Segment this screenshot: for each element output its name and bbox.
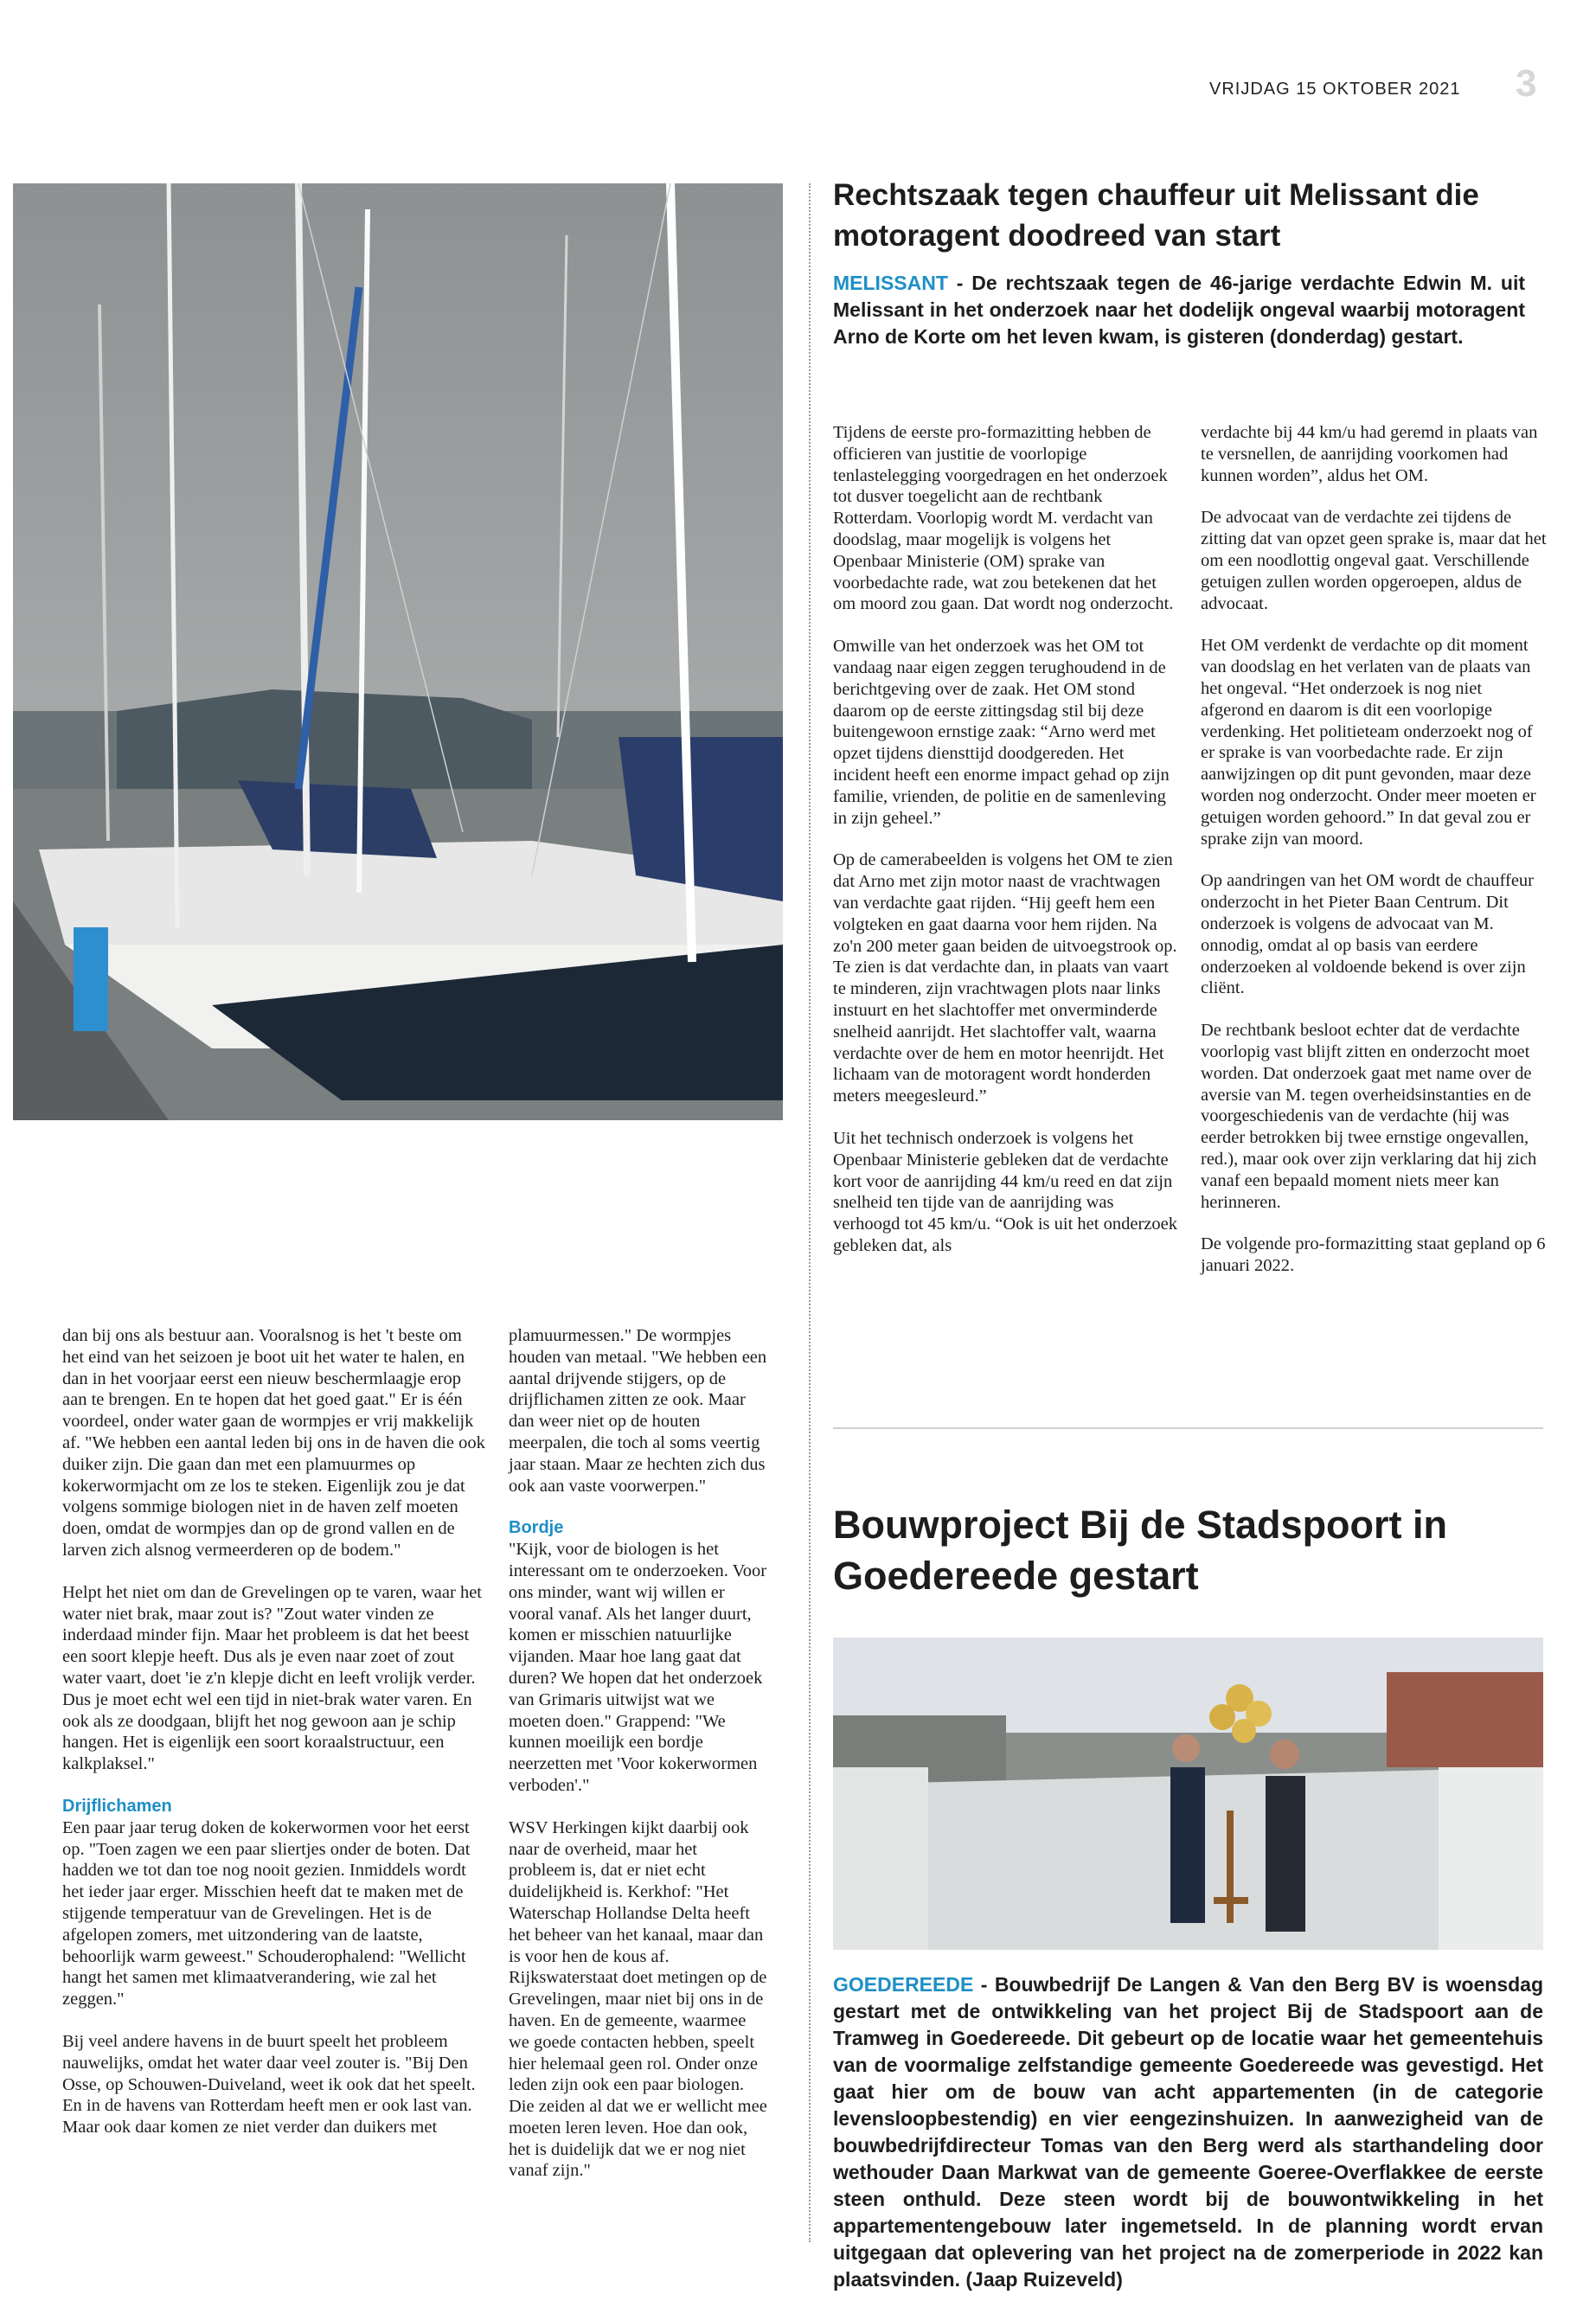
subheading-bordje: Bordje (509, 1518, 564, 1538)
page-number: 3 (1516, 62, 1537, 105)
article1-lead-text: - De rechtszaak tegen de 46-jarige verdachte Edwin M. uit Melissant in het onderzoek naar het dodelijk ongeval waarbij motoragent Arno de Korte om het leven kwam, is gisteren (donderdag) gestart. (833, 272, 1526, 348)
issue-date: VRIJDAG 15 OKTOBER 2021 (1209, 80, 1461, 99)
paragraph: De rechtbank besloot echter dat de verdachte voorlopig vast blijft zitten en onderzocht moet worden. Dat onderzoek gaat met name over de aversie van M. tegen overheidsinstanties en de voorgeschiedenis van de verdachte (hij was eerder betrokken bij twee ernstige ongevallen, red.), maar ook over zijn verklaring dat hij zich vanaf een bepaald moment niets meer kan herinneren. (1201, 1021, 1537, 1212)
paragraph: Uit het technisch onderzoek is volgens het Openbaar Ministerie gebleken dat de verdachte kort voor de aanrijding 44 km/u reed en dat zijn snelheid ten tijde van de aanrijding was verhoogd tot 45 km/u. “Ook is uit het onderzoek gebleken dat, als (833, 1128, 1177, 1255)
article3-lead-text: - Bouwbedrijf De Langen & Van den Berg BV is woensdag gestart met de ontwikkeling van het project Bij de Stadspoort aan de Tramweg in Goedereede. Dit gebeurt op de locatie waar het gemeentehuis van de voormalige zelfstandige gemeente Goedereede was gevestigd. Het gaat hier om de bouw van acht appartementen (in de categorie levensloopbestendig) en vier eengezinshuizen. In aanwezigheid van de bouwbedrijfdirecteur Tomas van den Berg werd als starthandeling door wethouder Daan Markwat van de gemeente Goeree-Overflakkee de eerste steen onthuld. Deze steen wordt bij de bouwontwikkeling in het appartementengebouw later ingemetseld. In de planning wordt ervan uitgegaan dat oplevering van het project na de zomerperiode in 2022 kan plaatsvinden. (Jaap Ruizeveld) (833, 1973, 1544, 2291)
construction-photo (833, 1638, 1543, 1950)
paragraph: Helpt het niet om dan de Grevelingen op te varen, waar het water niet brak, maar zout is? "Zout water vinden ze inderdaad minder fijn. Maar het probleem is dat het beest een soort klepje heeft. Dus als je even naar zoet of zout water vaart, doet 'ie z'n klepje dicht en leeft vrolijk verder. Dus je moet echt wel een tijd in niet-brak water varen. En ook als ze doodgaan, blijft het nog gewoon aan je schip hangen. Het is eigenlijk een soort koraalstructuur, een kalkplaksel." (62, 1582, 482, 1774)
paragraph: "Kijk, voor de biologen is het interessant om te onderzoeken. Voor ons minder, want wij willen er vooral vanaf. Als het langer duurt, komen er misschien natuurlijke vijanden. Maar hoe lang gaat dat duren? We hopen dat het onderzoek van Grimaris uitwijst wat we moeten doen." Grappend: "We kunnen moeilijk een bordje neerzetten met 'Voor kokerwormen verboden'." (509, 1540, 767, 1795)
article3-kicker: GOEDEREEDE (833, 1973, 974, 1996)
paragraph: Op de camerabeelden is volgens het OM te zien dat Arno met zijn motor naast de vrachtwagen van verdachte gaat rijden. “Hij geeft hem een volgteken en gaat daarna voor hem rijden. Na zo'n 200 meter gaan beiden de uitvoegstrook op. Te zien is dat verdachte dan, in plaats van vaart te minderen, zijn vrachtwagen plots naar links instuurt en het slachtoffer met onverminderde snelheid aanrijdt. Het slachtoffer valt, waarna verdachte over de hem en motor heenrijdt. Het lichaam van de motoragent wordt honderden meters meegesleurd.” (833, 850, 1177, 1106)
article3-lead (833, 1971, 1543, 2293)
article1-column-2 (1201, 422, 1547, 1298)
paragraph: Het OM verdenkt de verdachte op dit moment van doodslag en het verlaten van de plaats van het ongeval. “Het onderzoek is nog niet afgerond en daarom is dit een voorlopige verdenking. Het politieteam onderzoekt nog of er sprake is van voorbedachte rade. Er zijn aanwijzingen op dit punt gevonden, maar deze worden nog onderzocht. Onder meer moeten er getuigen worden gehoord.” In dat geval zou er sprake zijn van moord. (1201, 636, 1536, 849)
marina-photo (13, 183, 783, 1120)
paragraph: dan bij ons als bestuur aan. Vooralsnog is het 't beste om het eind van het seizoen je boot uit het water te halen, en dan in het voorjaar eerst een nieuw beschermlaagje erop aan te brengen. En te hopen dat het goed gaat." Er is één voordeel, onder water gaan de wormpjes er vrij makkelijk af. "We hebben een aantal leden bij ons in de haven die ook duiker zijn. Die gaan dan met een plamuurmes op kokerwormjacht om ze los te steken. Eigenlijk zou je dat volgens sommige biologen niet in de haven zelf moeten doen, omdat de wormpjes dan op de grond vallen en de larven zich alsnog vermeerderen op de bodem." (62, 1326, 485, 1560)
paragraph: plamuurmessen." De wormpjes houden van metaal. "We hebben een aantal drijvende stijgers, op de drijflichamen zitten ze ook. Maar dan weer niet op de houten meerpalen, die toch al soms veertig jaar staan. Maar ze hechten zich dus ook aan vaste voorwerpen." (509, 1326, 767, 1496)
paragraph: Een paar jaar terug doken de kokerwormen voor het eerst op. "Toen zagen we een paar sliertjes onder de boten. Dat hadden we tot dan toe nog nooit gezien. Inmiddels wordt het ieder jaar erger. Misschien heeft dat te maken met de stijgende temperatuur van de Grevelingen. Het is de afgelopen zomers, met uitzondering van de laatste, behoorlijk warm geweest." Schouderophalend: "Wellicht hangt het samen met klimaatverandering, wie zal het zeggen." (62, 1817, 471, 2009)
column-divider (809, 183, 811, 2242)
article3-headline: Bouwproject Bij de Stadspoort in Goedereede gestart (833, 1503, 1448, 1598)
paragraph: Omwille van het onderzoek was het OM tot vandaag naar eigen zeggen terughoudend in de berichtgeving over de zaak. Het OM stond daarom op de eerste zittingsdag stil bij deze buitengewoon ernstige zaak: “Arno werd met opzet tijdens diensttijd doodgereden. Het incident heeft een enorme impact gehad op zijn familie, vrienden, de politie en de samenleving in zijn geheel.” (833, 637, 1170, 828)
subheading-drijflichamen: Drijflichamen (62, 1796, 172, 1816)
article1-lead (833, 270, 1525, 350)
paragraph: verdachte bij 44 km/u had geremd in plaats van te versnellen, de aanrijding voorkomen had kunnen worden”, aldus het OM. (1201, 423, 1538, 485)
section-divider (833, 1427, 1543, 1429)
paragraph: De volgende pro-formazitting staat gepland op 6 januari 2022. (1201, 1234, 1546, 1276)
paragraph: WSV Herkingen kijkt daarbij ook naar de overheid, maar het probleem is, dat er niet echt duidelijkheid is. Kerkhof: "Het Waterschap Hollandse Delta heeft het beheer van het kanaal, maar dan is voor hen de kous af. Rijkswaterstaat doet metingen op de Grevelingen, maar niet bij ons in de haven. En de gemeente, waarmee we goede contacten hebben, speelt hier helemaal geen rol. Onder onze leden zijn ook een paar biologen. Die zeiden al dat we er wellicht mee moeten leren leven. Hoe dan ook, het is duidelijk dat we er nog niet vanaf zijn." (509, 1817, 767, 2181)
paragraph: Bij veel andere havens in de buurt speelt het probleem nauwelijks, omdat het water daar veel zouter is. "Bij Den Osse, op Schouwen-Duiveland, weet ik ook dat het speelt. En in de havens van Rotterdam heeft men er ook last van. Maar ook daar komen ze niet verder dan duikers met (62, 2031, 476, 2138)
article2-column-2 (509, 1325, 768, 2202)
article1-kicker: MELISSANT (833, 272, 948, 294)
paragraph: Tijdens de eerste pro-formazitting hebben de officieren van justitie de voorlopige tenlastelegging voorgedragen en het onderzoek tot dusver toegelicht aan de rechtbank Rotterdam. Voorlopig wordt M. verdacht van doodslag, maar mogelijk is volgens het Openbaar Ministerie (OM) sprake van voorbedachte rade, wat zou betekenen dat het om moord zou gaan. Dat wordt nog onderzocht. (833, 423, 1174, 614)
paragraph: De advocaat van de verdachte zei tijdens de zitting dat van opzet geen sprake is, maar dat het om een noodlottig ongeval gaat. Verschillende getuigen zullen worden opgeroepen, aldus de advocaat. (1201, 508, 1547, 613)
article1-column-1 (833, 422, 1179, 1278)
article1-headline: Rechtszaak tegen chauffeur uit Melissant die motoragent doodreed van start (833, 178, 1479, 253)
article2-column-1 (62, 1325, 486, 2159)
paragraph: Op aandringen van het OM wordt de chauffeur onderzocht in het Pieter Baan Centrum. Dit onderzoek is volgens de advocaat van M. onnodig, omdat al op basis van eerdere onderzoeken al voldoende bekend is over zijn cliënt. (1201, 871, 1535, 998)
